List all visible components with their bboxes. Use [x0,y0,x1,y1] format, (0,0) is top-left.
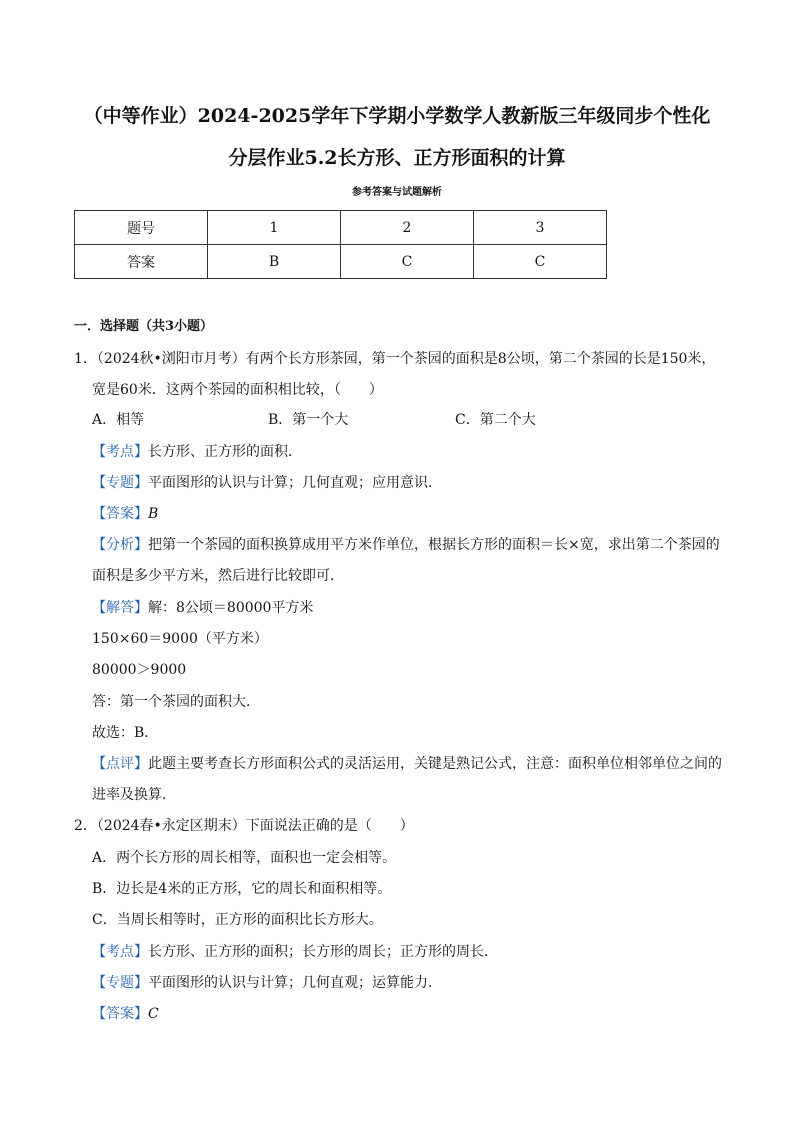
table-row [75,245,607,279]
q1-stem-line2: 宽是60米．这两个茶园的面积相比较，（ ） [92,382,383,398]
jieda-tag: 【解答】 [92,600,148,616]
kaodian-text: 长方形、正方形的面积；长方形的周长；正方形的周长． [148,944,498,960]
q1-dianping-line1 [92,754,722,774]
dianping-text: 此题主要考查长方形面积公式的灵活运用，关键是熟记公式，注意：面积单位相邻单位之间的 [148,756,722,772]
q1-stem-line1: 1．（2024秋•浏阳市月考）有两个长方形茶园，第一个茶园的面积是8公顷，第二个茶园的长是150米， [74,351,716,367]
q2-option-c: C．当周长相等时，正方形的面积比长方形大。 [92,912,383,928]
zhuanti-tag: 【专题】 [92,975,148,991]
question-number-cell: 3 [474,211,607,245]
q1-jieda-line3: 80000＞9000 [92,662,187,678]
zhuanti-text: 平面图形的认识与计算；几何直观；应用意识． [148,475,442,491]
document-title-line1: （中等作业）2024-2025学年下学期小学数学人教新版三年级同步个性化 [83,105,711,127]
q2-stem: 2．（2024春•永定区期末）下面说法正确的是（ ） [74,818,414,834]
q1-option-c: C．第二个大 [455,412,536,428]
kaodian-text: 长方形、正方形的面积． [148,444,302,460]
daan-tag: 【答案】 [92,1006,148,1022]
zhuanti-text: 平面图形的认识与计算；几何直观；运算能力． [148,975,442,991]
q1-fenxi-line1 [92,535,720,555]
q1-jieda-line4: 答：第一个茶园的面积大． [92,694,260,710]
zhuanti-tag: 【专题】 [92,475,148,491]
answer-cell: C [474,245,607,279]
fenxi-tag: 【分析】 [92,537,148,553]
question-number-cell: 1 [208,211,341,245]
q1-jieda-line1 [92,598,313,618]
q2-option-b: B．边长是4米的正方形，它的周长和面积相等。 [92,881,392,897]
document-subtitle: 参考答案与试题解析 [352,187,442,198]
q1-dianping-line2: 进率及换算． [92,787,176,803]
q1-zhuanti [92,473,442,493]
q1-kaodian [92,442,302,462]
daan-text: C [148,1006,159,1022]
section-title: 一．选择题（共3小题） [74,319,214,334]
jieda-text: 解：8公顷＝80000平方米 [148,600,314,616]
q1-jieda-line5: 故选：B． [92,725,159,741]
q2-option-a: A．两个长方形的周长相等，面积也一定会相等。 [92,850,397,866]
document-title-line2: 分层作业5.2长方形、正方形面积的计算 [228,147,566,169]
dianping-tag: 【点评】 [92,756,148,772]
q1-option-a: A．相等 [92,412,145,428]
q2-kaodian [92,942,498,962]
fenxi-text: 把第一个茶园的面积换算成用平方米作单位，根据长方形的面积＝长×宽，求出第二个茶园的 [148,537,720,553]
kaodian-tag: 【考点】 [92,444,148,460]
table-row [75,211,607,245]
table-row-label: 题号 [75,211,208,245]
answer-cell: B [208,245,341,279]
q1-fenxi-line2: 面积是多少平方米，然后进行比较即可． [92,568,344,584]
q2-daan [92,1004,159,1024]
kaodian-tag: 【考点】 [92,944,148,960]
answer-table [74,210,607,279]
q1-option-b: B．第一个大 [268,412,349,428]
question-number-cell: 2 [341,211,474,245]
daan-text: B [148,506,159,522]
daan-tag: 【答案】 [92,506,148,522]
q2-zhuanti [92,973,442,993]
q1-jieda-line2: 150×60＝9000（平方米） [92,631,268,647]
q1-daan [92,504,158,524]
table-row-label: 答案 [75,245,208,279]
answer-cell: C [341,245,474,279]
